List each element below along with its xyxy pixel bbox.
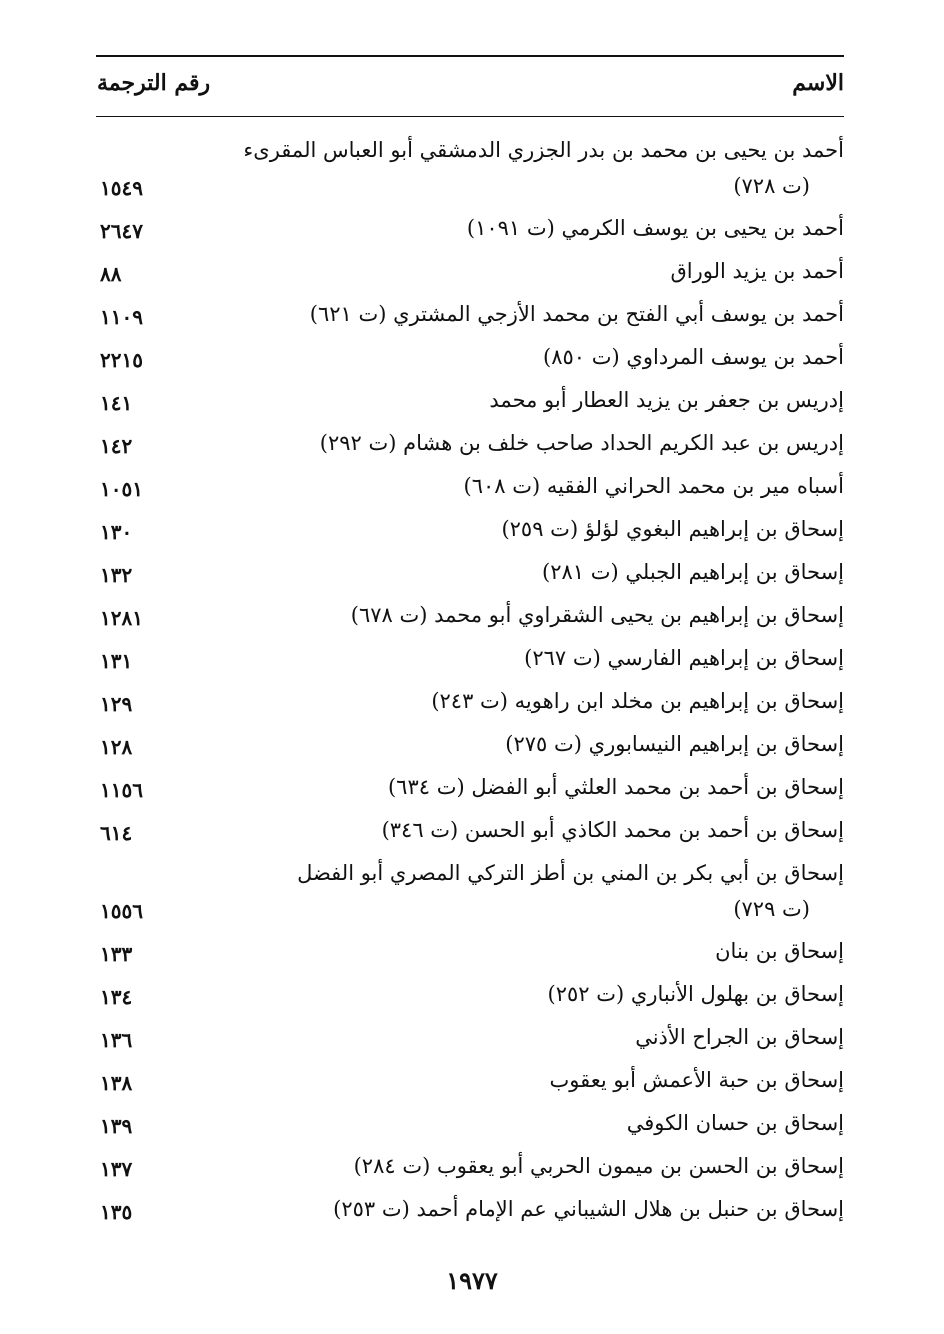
entry-name	[194, 933, 844, 969]
index-entry	[96, 1099, 844, 1142]
entry-number: ١٢٨١	[100, 606, 143, 630]
index-entry	[96, 849, 844, 927]
index-entry	[96, 290, 844, 333]
index-entry	[96, 677, 844, 720]
entry-number: ١٤١	[100, 391, 133, 415]
entry-number: ١١٠٩	[100, 305, 143, 329]
entry-number: ٢٦٤٧	[100, 219, 143, 243]
entry-name	[194, 640, 844, 676]
entry-name-line: أسباه مير بن محمد الحراني الفقيه (ت ٦٠٨)	[463, 474, 844, 498]
column-header-number: رقم الترجمة	[97, 70, 211, 96]
entry-number: ١٥٤٩	[100, 176, 143, 200]
entry-name	[194, 1062, 844, 1098]
entry-name-line: إسحاق بن الحسن بن ميمون الحربي أبو يعقوب (ت ٢٨٤)	[353, 1154, 844, 1178]
entry-name	[194, 1105, 844, 1141]
index-entry	[96, 970, 844, 1013]
entry-number: ٢٢١٥	[100, 348, 143, 372]
entry-name-line: إسحاق بن الجراح الأذني	[635, 1025, 844, 1049]
entry-number: ١٢٨	[100, 735, 133, 759]
entry-name-line: إسحاق بن أحمد بن محمد العلثي أبو الفضل (ت ٦٣٤)	[387, 775, 844, 799]
entry-name	[194, 855, 844, 927]
entry-name-line: إسحاق بن حنبل بن هلال الشيباني عم الإمام أحمد (ت ٢٥٣)	[333, 1197, 844, 1221]
index-entries	[96, 126, 844, 1228]
entry-name	[194, 812, 844, 848]
entry-number: ٨٨	[100, 262, 122, 286]
entry-number: ١٣٢	[100, 563, 133, 587]
entry-name-line: أحمد بن يزيد الوراق	[670, 259, 844, 283]
entry-name-line: أحمد بن يوسف المرداوي (ت ٨٥٠)	[543, 345, 844, 369]
index-entry	[96, 1185, 844, 1228]
entry-number: ١٣٦	[100, 1028, 133, 1052]
entry-name	[194, 296, 844, 332]
entry-name-line: إسحاق بن أبي بكر بن المني بن أطز التركي المصري أبو الفضل	[297, 861, 844, 885]
index-entry	[96, 505, 844, 548]
index-entry	[96, 591, 844, 634]
entry-number: ١٣٧	[100, 1157, 133, 1181]
entry-name	[194, 1148, 844, 1184]
entry-name-line: إسحاق بن بهلول الأنباري (ت ٢٥٢)	[547, 982, 844, 1006]
index-entry	[96, 204, 844, 247]
entry-name	[194, 425, 844, 461]
header-rule	[96, 116, 844, 117]
index-entry	[96, 1142, 844, 1185]
entry-name-line: أحمد بن يحيى بن يوسف الكرمي (ت ١٠٩١)	[466, 216, 844, 240]
index-entry	[96, 462, 844, 505]
entry-name	[194, 339, 844, 375]
entry-death-date: (ت ٧٢٨)	[733, 174, 810, 198]
entry-name-line: إسحاق بن إبراهيم بن مخلد ابن راهويه (ت ٢٤٣)	[431, 689, 844, 713]
entry-name	[194, 132, 844, 204]
index-entry	[96, 927, 844, 970]
entry-number: ١٣١	[100, 649, 133, 673]
entry-number: ١٣٩	[100, 1114, 133, 1138]
entry-name-line: أحمد بن يوسف أبي الفتح بن محمد الأزجي المشتري (ت ٦٢١)	[309, 302, 844, 326]
entry-name-line: إسحاق بن بنان	[715, 939, 844, 963]
entry-name	[194, 210, 844, 246]
entry-name-line: إسحاق بن إبراهيم بن يحيى الشقراوي أبو محمد (ت ٦٧٨)	[350, 603, 844, 627]
entry-name-line: إسحاق بن إبراهيم النيسابوري (ت ٢٧٥)	[505, 732, 844, 756]
column-header-name: الاسم	[792, 70, 844, 96]
index-entry	[96, 419, 844, 462]
entry-name-line: إدريس بن عبد الكريم الحداد صاحب خلف بن هشام (ت ٢٩٢)	[319, 431, 844, 455]
index-entry	[96, 720, 844, 763]
entry-number: ١١٥٦	[100, 778, 143, 802]
index-entry	[96, 333, 844, 376]
entry-death-date: (ت ٧٢٩)	[733, 897, 810, 921]
entry-name	[194, 382, 844, 418]
entry-name	[194, 726, 844, 762]
entry-number: ١٠٥١	[100, 477, 143, 501]
entry-name	[194, 511, 844, 547]
page-number: ١٩٧٧	[446, 1266, 498, 1295]
entry-name-line: إسحاق بن حسان الكوفي	[626, 1111, 844, 1135]
entry-name	[194, 1019, 844, 1055]
entry-name	[194, 468, 844, 504]
index-entry	[96, 806, 844, 849]
entry-name-line: إدريس بن جعفر بن يزيد العطار أبو محمد	[489, 388, 844, 412]
entry-name	[194, 597, 844, 633]
index-entry	[96, 376, 844, 419]
index-entry	[96, 247, 844, 290]
entry-name	[194, 769, 844, 805]
entry-name-line: إسحاق بن إبراهيم الفارسي (ت ٢٦٧)	[524, 646, 844, 670]
entry-number: ٦١٤	[100, 821, 133, 845]
entry-number: ١٣٣	[100, 942, 133, 966]
entry-name	[194, 976, 844, 1012]
index-entry	[96, 763, 844, 806]
entry-number: ١٢٩	[100, 692, 133, 716]
index-entry	[96, 1013, 844, 1056]
entry-number: ١٤٢	[100, 434, 133, 458]
entry-name-line: إسحاق بن حبة الأعمش أبو يعقوب	[549, 1068, 844, 1092]
index-entry	[96, 634, 844, 677]
top-rule	[96, 55, 844, 57]
entry-number: ١٣٤	[100, 985, 133, 1009]
entry-name-line: إسحاق بن أحمد بن محمد الكاذي أبو الحسن (ت ٣٤٦)	[381, 818, 844, 842]
entry-number: ١٣٥	[100, 1200, 133, 1224]
index-entry	[96, 548, 844, 591]
index-entry	[96, 126, 844, 204]
entry-name-line: إسحاق بن إبراهيم الجبلي (ت ٢٨١)	[542, 560, 844, 584]
entry-number: ١٣٠	[100, 520, 133, 544]
index-entry	[96, 1056, 844, 1099]
entry-name-line: إسحاق بن إبراهيم البغوي لؤلؤ (ت ٢٥٩)	[501, 517, 844, 541]
entry-name	[194, 1191, 844, 1227]
entry-number: ١٥٥٦	[100, 899, 143, 923]
entry-name-line: أحمد بن يحيى بن محمد بن بدر الجزري الدمشقي أبو العباس المقرىء	[243, 138, 844, 162]
entry-number: ١٣٨	[100, 1071, 133, 1095]
entry-name	[194, 253, 844, 289]
entry-name	[194, 683, 844, 719]
entry-name	[194, 554, 844, 590]
